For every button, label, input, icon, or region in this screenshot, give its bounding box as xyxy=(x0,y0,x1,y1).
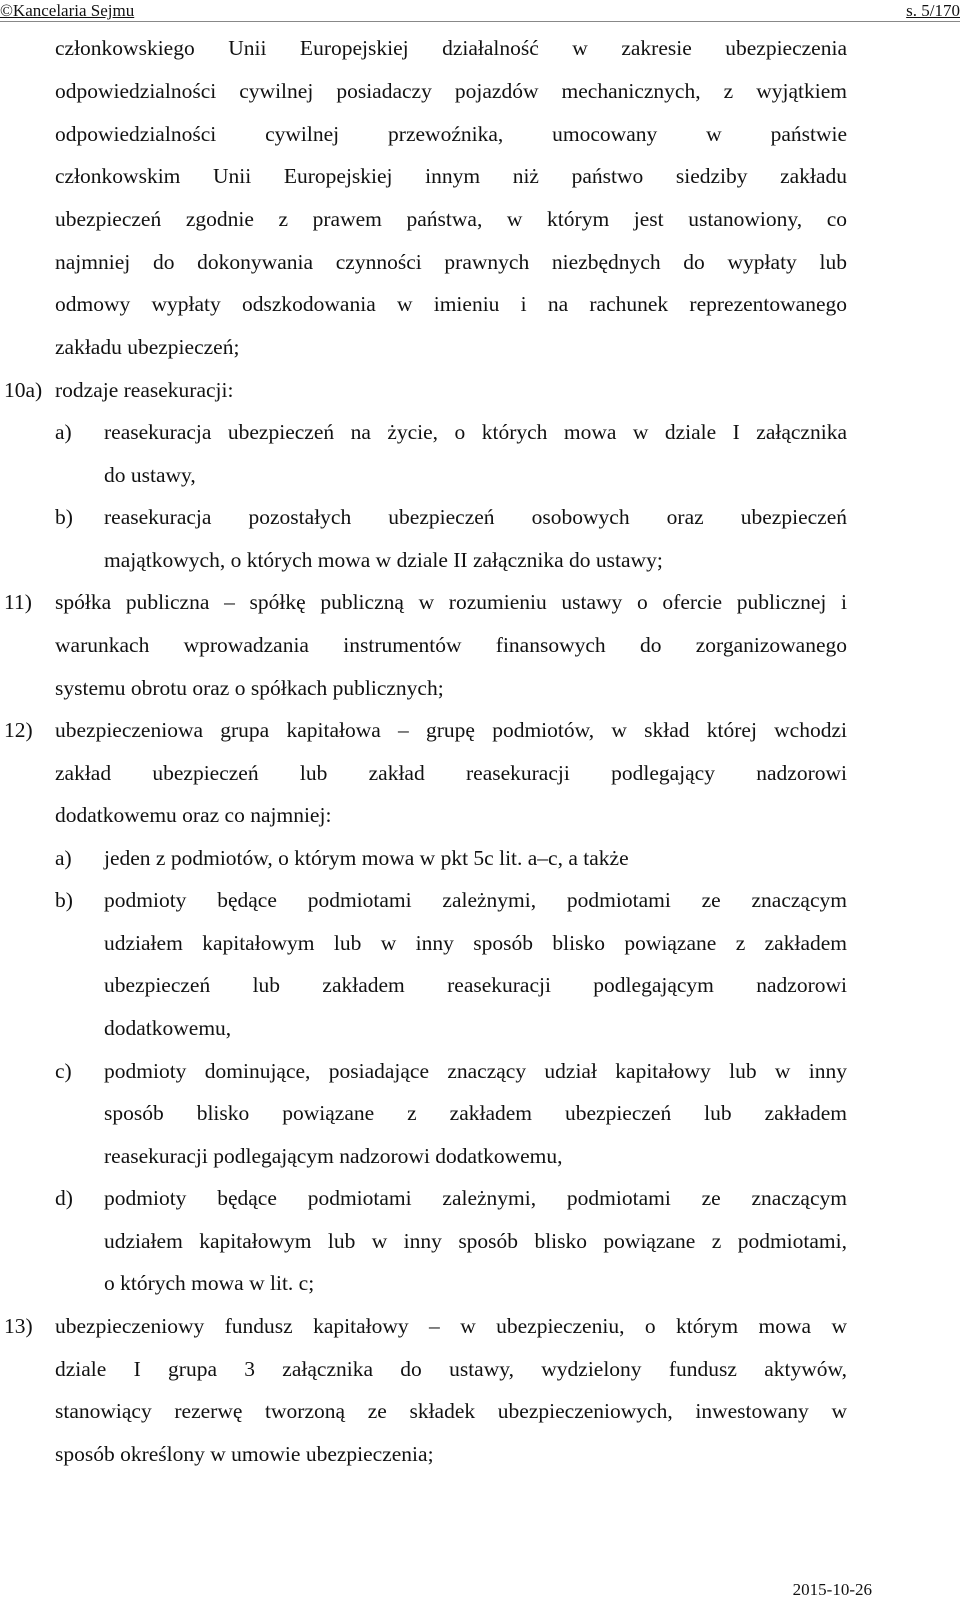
text-line: do ustawy, xyxy=(104,463,196,487)
text-line: ubezpieczeń zgodnie z prawem państwa, w którym jest ustanowiony, co xyxy=(55,207,847,231)
point-number: 10a) xyxy=(4,378,43,402)
text-line: dodatkowemu oraz co najmniej: xyxy=(55,803,332,827)
letter-marker: c) xyxy=(55,1059,72,1083)
text-line: podmioty dominujące, posiadające znaczący udział kapitałowy lub w inny xyxy=(104,1059,847,1083)
text-line: odpowiedzialności cywilnej posiadaczy pojazdów mechanicznych, z wyjątkiem xyxy=(55,79,847,103)
text-line: zakładu ubezpieczeń; xyxy=(55,335,240,359)
text-line: ubezpieczeniowa grupa kapitałowa – grupę podmiotów, w skład której wchodzi xyxy=(55,718,847,742)
text-line: systemu obrotu oraz o spółkach publicznych; xyxy=(55,676,444,700)
point-number: 13) xyxy=(4,1314,33,1338)
source-label: ©Kancelaria Sejmu xyxy=(0,1,135,20)
text-line: reasekuracja pozostałych ubezpieczeń osobowych oraz ubezpieczeń xyxy=(104,505,847,529)
text-line: udziałem kapitałowym lub w inny sposób blisko powiązane z zakładem xyxy=(104,931,847,955)
point-number: 11) xyxy=(4,590,32,614)
document-date: 2015-10-26 xyxy=(792,1580,872,1599)
letter-marker: b) xyxy=(55,888,73,912)
text-line: udziałem kapitałowym lub w inny sposób blisko powiązane z podmiotami, xyxy=(104,1229,847,1253)
text-line: spółka publiczna – spółkę publiczną w rozumieniu ustawy o ofercie publicznej i xyxy=(55,590,847,614)
text-line: reasekuracja ubezpieczeń na życie, o których mowa w dziale I załącznika xyxy=(104,420,847,444)
header-rule xyxy=(0,21,960,22)
text-line: warunkach wprowadzania instrumentów finansowych do zorganizowanego xyxy=(55,633,847,657)
page-number: s. 5/170 xyxy=(906,1,960,20)
text-line: odpowiedzialności cywilnej przewoźnika, umocowany w państwie xyxy=(55,122,847,146)
text-line: dodatkowemu, xyxy=(104,1016,232,1040)
text-line: podmioty będące podmiotami zależnymi, podmiotami ze znaczącym xyxy=(104,1186,847,1210)
text-line: majątkowych, o których mowa w dziale II załącznika do ustawy; xyxy=(104,548,663,572)
text-line: ubezpieczeń lub zakładem reasekuracji podlegającym nadzorowi xyxy=(104,973,847,997)
text-line: dziale I grupa 3 załącznika do ustawy, wydzielony fundusz aktywów, xyxy=(55,1357,847,1381)
text-line: najmniej do dokonywania czynności prawnych niezbędnych do wypłaty lub xyxy=(55,250,847,274)
text-line: sposób blisko powiązane z zakładem ubezpieczeń lub zakładem xyxy=(104,1101,847,1125)
text-line: ubezpieczeniowy fundusz kapitałowy – w ubezpieczeniu, o którym mowa w xyxy=(55,1314,847,1338)
letter-marker: a) xyxy=(55,420,72,444)
text-line: rodzaje reasekuracji: xyxy=(55,378,234,402)
text-line: sposób określony w umowie ubezpieczenia; xyxy=(55,1442,434,1466)
text-line: odmowy wypłaty odszkodowania w imieniu i na rachunek reprezentowanego xyxy=(55,292,847,316)
text-line: stanowiący rezerwę tworzoną ze składek ubezpieczeniowych, inwestowany w xyxy=(55,1399,847,1423)
text-line: członkowskiego Unii Europejskiej działalność w zakresie ubezpieczenia xyxy=(55,36,847,60)
point-number: 12) xyxy=(4,718,33,742)
letter-marker: d) xyxy=(55,1186,73,1210)
text-line: reasekuracji podlegającym nadzorowi dodatkowemu, xyxy=(104,1144,563,1168)
text-line: zakład ubezpieczeń lub zakład reasekuracji podlegający nadzorowi xyxy=(55,761,847,785)
letter-marker: a) xyxy=(55,846,72,870)
text-line: członkowskim Unii Europejskiej innym niż państwo siedziby zakładu xyxy=(55,164,847,188)
text-line: podmioty będące podmiotami zależnymi, podmiotami ze znaczącym xyxy=(104,888,847,912)
text-line: jeden z podmiotów, o którym mowa w pkt 5c lit. a–c, a także xyxy=(104,846,629,870)
page-header xyxy=(0,0,960,22)
letter-marker: b) xyxy=(55,505,73,529)
text-line: o których mowa w lit. c; xyxy=(104,1271,315,1295)
